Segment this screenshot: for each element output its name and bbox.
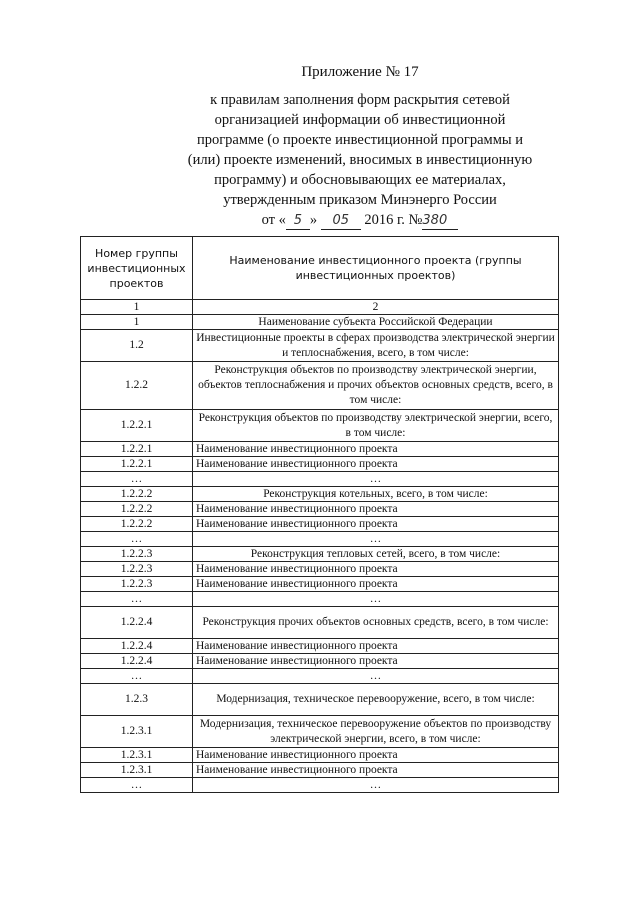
table-row	[81, 684, 559, 716]
project-name-cell: Модернизация, техническое перевооружение объектов по производству электрической энергии, всего, в том числе:	[193, 716, 559, 748]
group-number-cell: 1.2.2.1	[81, 410, 193, 442]
header-project-name: Наименование инвестиционного проекта (группы инвестиционных проектов)	[193, 237, 559, 300]
group-number-cell: 1.2.2	[81, 362, 193, 410]
date-day: 5	[286, 213, 310, 230]
project-name-cell: …	[193, 669, 559, 684]
group-number-cell: 1.2.3	[81, 684, 193, 716]
date-mid: »	[309, 212, 318, 228]
group-number-cell: 1.2.3.1	[81, 748, 193, 763]
header-line: к правилам заполнения форм раскрытия сетевой	[210, 92, 510, 108]
group-number-cell: 1.2.2.4	[81, 607, 193, 639]
table-row	[81, 457, 559, 472]
project-name-cell: Реконструкция тепловых сетей, всего, в том числе:	[193, 547, 559, 562]
group-number-cell: 1.2.3.1	[81, 763, 193, 778]
table-row	[81, 517, 559, 532]
project-name-cell: …	[193, 592, 559, 607]
project-name-cell: Инвестиционные проекты в сферах производства электрической энергии и теплоснабжения, всего, в том числе:	[193, 330, 559, 362]
table-row	[81, 410, 559, 442]
table-row	[81, 607, 559, 639]
order-date-line	[150, 210, 570, 230]
project-name-cell: Наименование инвестиционного проекта	[193, 577, 559, 592]
investment-projects-table	[80, 236, 559, 793]
project-name-cell: …	[193, 778, 559, 793]
table-row	[81, 669, 559, 684]
project-name-cell: …	[193, 472, 559, 487]
group-number-cell: 1.2.2.2	[81, 487, 193, 502]
table-row	[81, 778, 559, 793]
group-number-cell: …	[81, 532, 193, 547]
table-body	[81, 237, 559, 793]
table-row	[81, 654, 559, 669]
date-prefix: от «	[261, 212, 286, 228]
group-number-cell: 1.2.2.3	[81, 577, 193, 592]
project-name-cell: Наименование инвестиционного проекта	[193, 654, 559, 669]
order-number: 380	[422, 213, 458, 230]
table-row	[81, 639, 559, 654]
group-number-cell: 1.2.2.1	[81, 457, 193, 472]
group-number-cell: …	[81, 592, 193, 607]
header-line: организацией информации об инвестиционной	[214, 112, 506, 128]
group-number-cell: 1.2.2.4	[81, 654, 193, 669]
project-name-cell: 2	[193, 300, 559, 315]
project-name-cell: Наименование инвестиционного проекта	[193, 502, 559, 517]
header-group-number: Номер группы инвестиционных проектов	[81, 237, 193, 300]
project-name-cell: Реконструкция объектов по производству электрической энергии, всего, в том числе:	[193, 410, 559, 442]
project-name-cell: Реконструкция котельных, всего, в том числе:	[193, 487, 559, 502]
table-row	[81, 562, 559, 577]
header-line: (или) проекте изменений, вносимых в инвестиционную	[187, 152, 533, 168]
project-name-cell: Наименование инвестиционного проекта	[193, 763, 559, 778]
project-name-cell: Реконструкция объектов по производству электрической энергии, объектов теплоснабжения и прочих объектов основных средств, всего, в том числе:	[193, 362, 559, 410]
header-line: программе (о проекте инвестиционной программы и	[196, 132, 524, 148]
group-number-cell: …	[81, 778, 193, 793]
date-month: 05	[321, 213, 361, 230]
document-header	[150, 62, 570, 230]
project-name-cell: Наименование инвестиционного проекта	[193, 457, 559, 472]
group-number-cell: 1.2.2.2	[81, 502, 193, 517]
table-row	[81, 300, 559, 315]
table-row	[81, 362, 559, 410]
project-name-cell: Наименование инвестиционного проекта	[193, 517, 559, 532]
table-row	[81, 716, 559, 748]
table-row	[81, 315, 559, 330]
group-number-cell: 1.2.3.1	[81, 716, 193, 748]
table-row	[81, 763, 559, 778]
table-row	[81, 577, 559, 592]
table-row	[81, 330, 559, 362]
project-name-cell: Наименование инвестиционного проекта	[193, 562, 559, 577]
table-row	[81, 592, 559, 607]
group-number-cell: 1.2.2.3	[81, 547, 193, 562]
group-number-cell: 1.2.2.1	[81, 442, 193, 457]
project-name-cell: Наименование субъекта Российской Федерации	[193, 315, 559, 330]
project-name-cell: Наименование инвестиционного проекта	[193, 639, 559, 654]
group-number-cell: …	[81, 472, 193, 487]
table-row	[81, 748, 559, 763]
header-line: утвержденным приказом Минэнерго России	[223, 192, 497, 208]
project-name-cell: …	[193, 532, 559, 547]
group-number-cell: 1.2	[81, 330, 193, 362]
group-number-cell: 1.2.2.3	[81, 562, 193, 577]
header-line: программу) и обосновывающих ее материалах,	[214, 172, 506, 188]
group-number-cell: 1.2.2.4	[81, 639, 193, 654]
table-row	[81, 547, 559, 562]
group-number-cell: 1.2.2.2	[81, 517, 193, 532]
table-row	[81, 502, 559, 517]
date-year: 2016 г. №	[364, 212, 423, 228]
table-row	[81, 442, 559, 457]
table-row	[81, 472, 559, 487]
group-number-cell: …	[81, 669, 193, 684]
project-name-cell: Наименование инвестиционного проекта	[193, 748, 559, 763]
project-name-cell: Реконструкция прочих объектов основных средств, всего, в том числе:	[193, 607, 559, 639]
table-header-row	[81, 237, 559, 300]
project-name-cell: Наименование инвестиционного проекта	[193, 442, 559, 457]
table-row	[81, 532, 559, 547]
appendix-title: Приложение № 17	[301, 64, 419, 80]
group-number-cell: 1	[81, 300, 193, 315]
group-number-cell: 1	[81, 315, 193, 330]
project-name-cell: Модернизация, техническое перевооружение, всего, в том числе:	[193, 684, 559, 716]
table-row	[81, 487, 559, 502]
